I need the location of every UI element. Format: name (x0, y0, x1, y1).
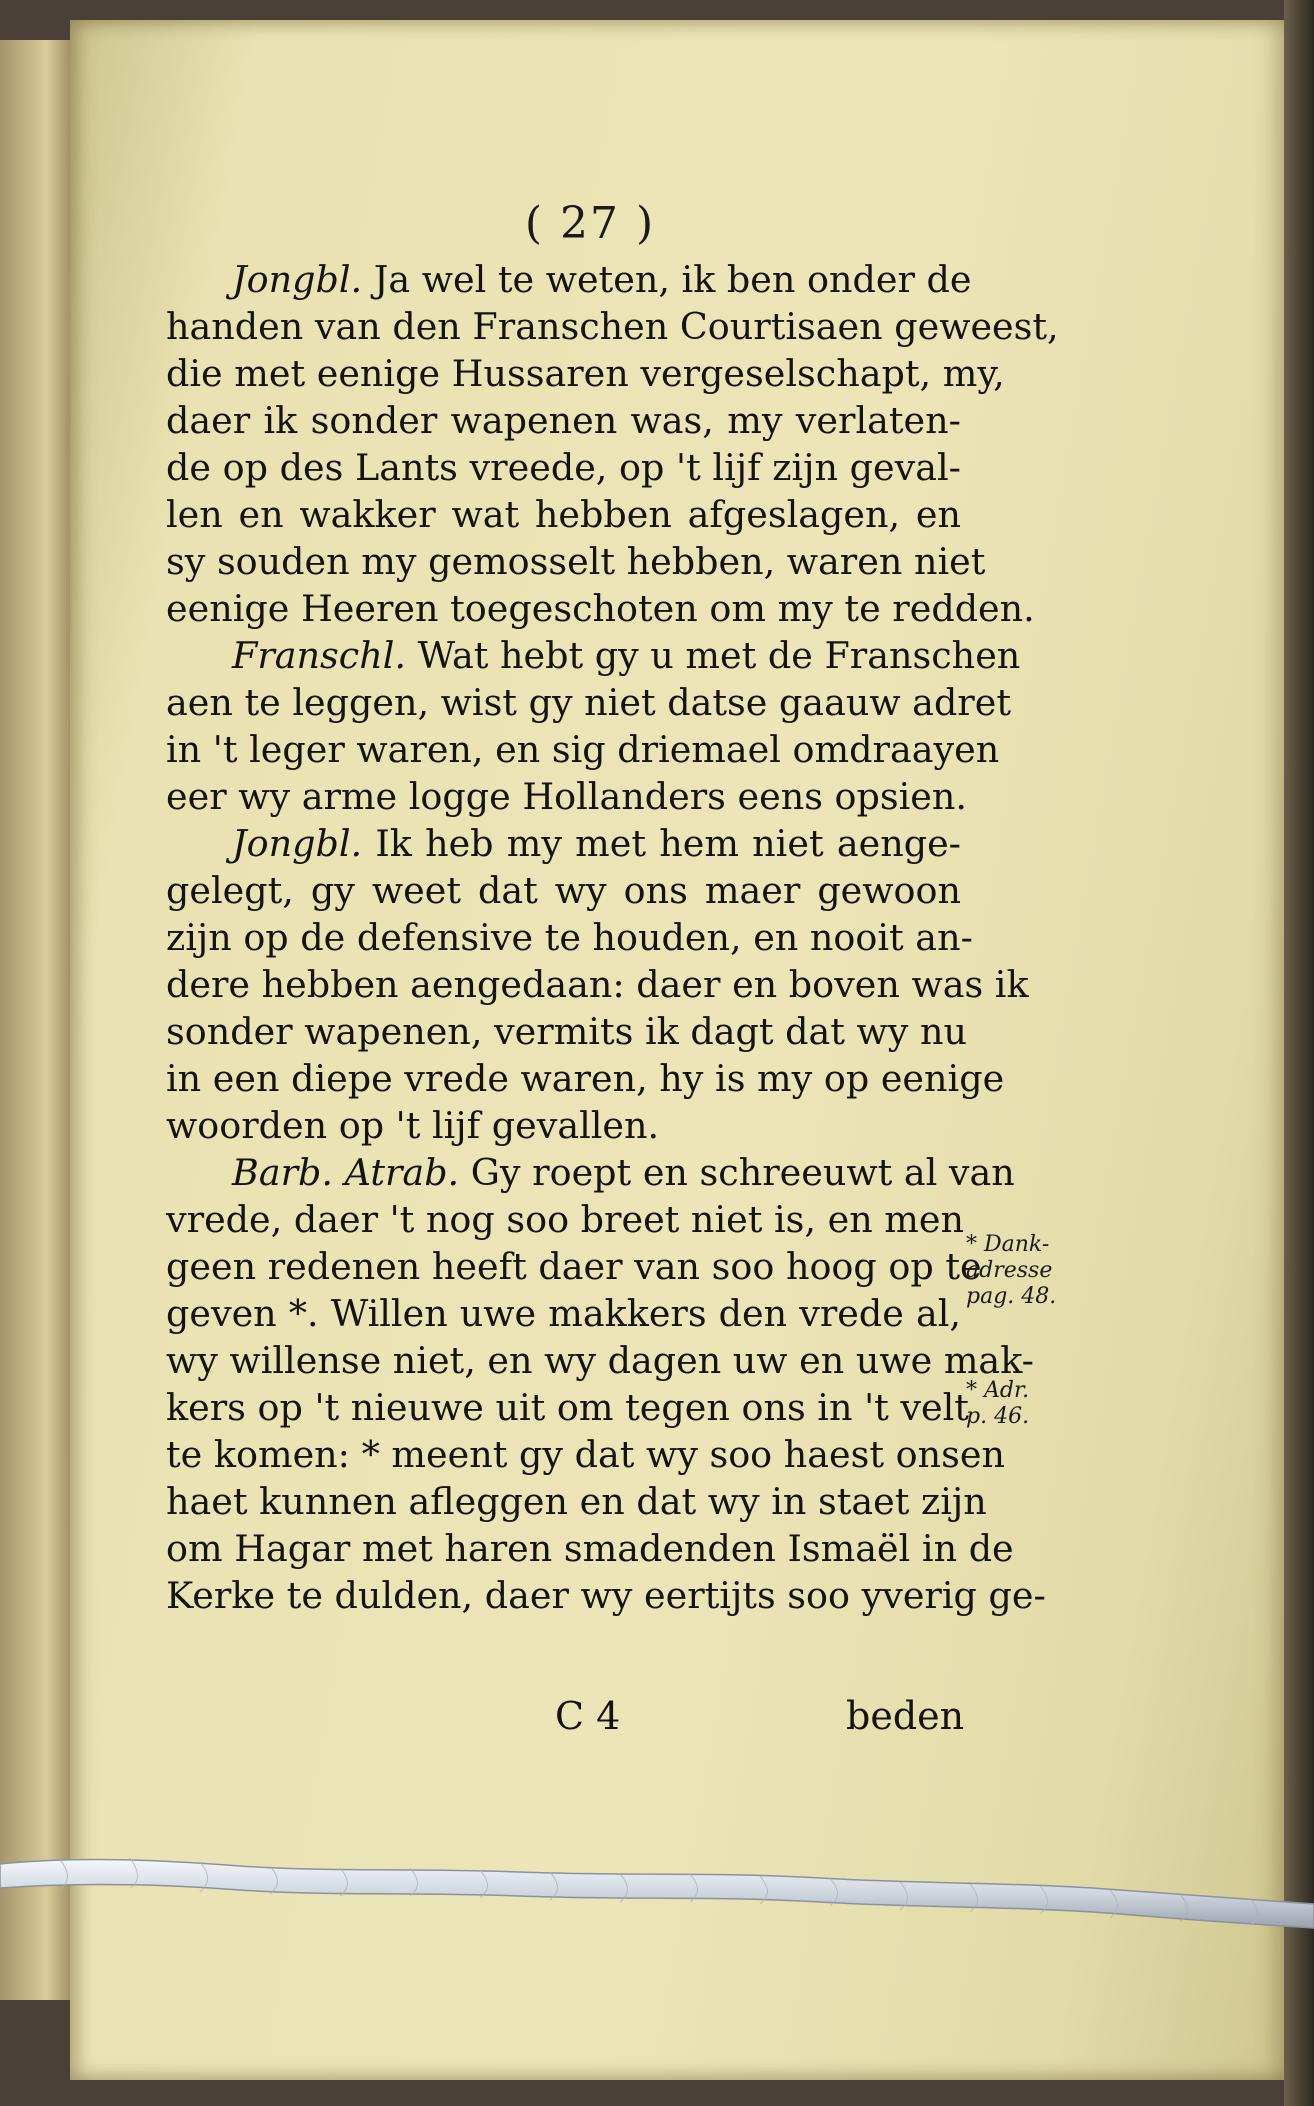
line-text: Ja wel te weten, ik ben onder de (362, 258, 972, 301)
text-line (166, 1149, 1015, 1196)
text-line (166, 491, 961, 538)
line-text: sy souden my gemosselt hebben, waren niet (166, 540, 986, 583)
line-text: vrede, daer 't nog soo breet niet is, en men (166, 1198, 965, 1241)
line-text: in 't leger waren, en sig driemael omdraayen (166, 728, 1000, 771)
page-number: ( 27 ) (524, 198, 656, 249)
bookmark-ribbon (0, 1842, 1314, 1930)
margin-note-line: adresse (966, 1258, 1053, 1283)
text-line (166, 1431, 1005, 1478)
text-line (166, 632, 1021, 679)
speaker-name: Jongbl. (232, 258, 363, 301)
line-text: geven *. Willen uwe makkers den vrede al, (166, 1292, 961, 1335)
line-text: dere hebben aengedaan: daer en boven was ik (166, 963, 1029, 1006)
line-text: om Hagar met haren smadenden Ismaël in de (166, 1527, 1014, 1570)
book-edge-shadow (1284, 0, 1314, 2106)
speaker-name: Barb. Atrab. (232, 1151, 460, 1194)
text-line (166, 1102, 961, 1149)
text-line (166, 444, 961, 491)
margin-note-line: * Dank- (966, 1232, 1050, 1257)
line-text: Gy roept en schreeuwt al van (459, 1151, 1015, 1194)
text-line (166, 1290, 961, 1337)
line-text: eer wy arme logge Hollanders eens opsien. (166, 775, 967, 818)
text-line (166, 256, 972, 303)
text-line (166, 914, 973, 961)
catchword: beden (846, 1694, 965, 1738)
line-text: Wat hebt gy u met de Franschen (406, 634, 1021, 677)
speaker-name: Franschl. (232, 634, 406, 677)
text-line (166, 1008, 968, 1055)
line-text: eenige Heeren toegeschoten om my te redden. (166, 587, 1035, 630)
line-text: kers op 't nieuwe uit om tegen ons in 't velt (166, 1386, 969, 1429)
line-text: aen te leggen, wist gy niet datse gaauw adret (166, 681, 1012, 724)
margin-note-line: * Adr. (966, 1378, 1030, 1403)
text-line (166, 585, 1035, 632)
line-text: Ik heb my met hem niet aenge- (362, 822, 961, 865)
text-line (166, 350, 1005, 397)
margin-note-1 (966, 1232, 1066, 1310)
line-text: geen redenen heeft daer van soo hoog op te (166, 1245, 982, 1288)
text-line (166, 773, 967, 820)
text-line (166, 1055, 1005, 1102)
line-text: Kerke te dulden, daer wy eertijts soo yverig ge- (166, 1574, 1046, 1617)
line-text: daer ik sonder wapenen was, my verlaten- (166, 399, 961, 442)
text-line (166, 538, 986, 585)
text-line (166, 303, 1059, 350)
line-text: handen van den Franschen Courtisaen geweest, (166, 305, 1059, 348)
text-line (166, 726, 1000, 773)
line-text: de op des Lants vreede, op 't lijf zijn geval- (166, 446, 961, 489)
text-line (166, 1478, 987, 1525)
line-text: haet kunnen afleggen en dat wy in staet zijn (166, 1480, 987, 1523)
line-text: wy willense niet, en wy dagen uw en uwe mak- (166, 1339, 1034, 1382)
line-text: gelegt, gy weet dat wy ons maer gewoon (166, 869, 961, 912)
text-line (166, 1243, 982, 1290)
margin-note-2 (966, 1378, 1066, 1430)
text-line (166, 1337, 1034, 1384)
text-line (166, 679, 1012, 726)
line-text: len en wakker wat hebben afgeslagen, en (166, 493, 961, 536)
text-line (166, 820, 961, 867)
line-text: die met eenige Hussaren vergeselschapt, my, (166, 352, 1005, 395)
facing-page-edge (0, 40, 78, 2000)
text-line (166, 1572, 1046, 1619)
signature-mark: C 4 (555, 1694, 621, 1738)
speaker-name: Jongbl. (232, 822, 363, 865)
text-line (166, 397, 961, 444)
line-text: sonder wapenen, vermits ik dagt dat wy nu (166, 1010, 968, 1053)
line-text: te komen: * meent gy dat wy soo haest onsen (166, 1433, 1005, 1476)
line-text: in een diepe vrede waren, hy is my op eenige (166, 1057, 1005, 1100)
text-line (166, 1384, 969, 1431)
line-text: woorden op 't lijf gevallen. (166, 1104, 660, 1147)
text-line (166, 1196, 965, 1243)
margin-note-line: pag. 48. (966, 1284, 1057, 1309)
text-line (166, 867, 961, 914)
line-text: zijn op de defensive te houden, en nooit an- (166, 916, 973, 959)
text-line (166, 1525, 1014, 1572)
text-line (166, 961, 1029, 1008)
margin-note-line: p. 46. (966, 1404, 1030, 1429)
